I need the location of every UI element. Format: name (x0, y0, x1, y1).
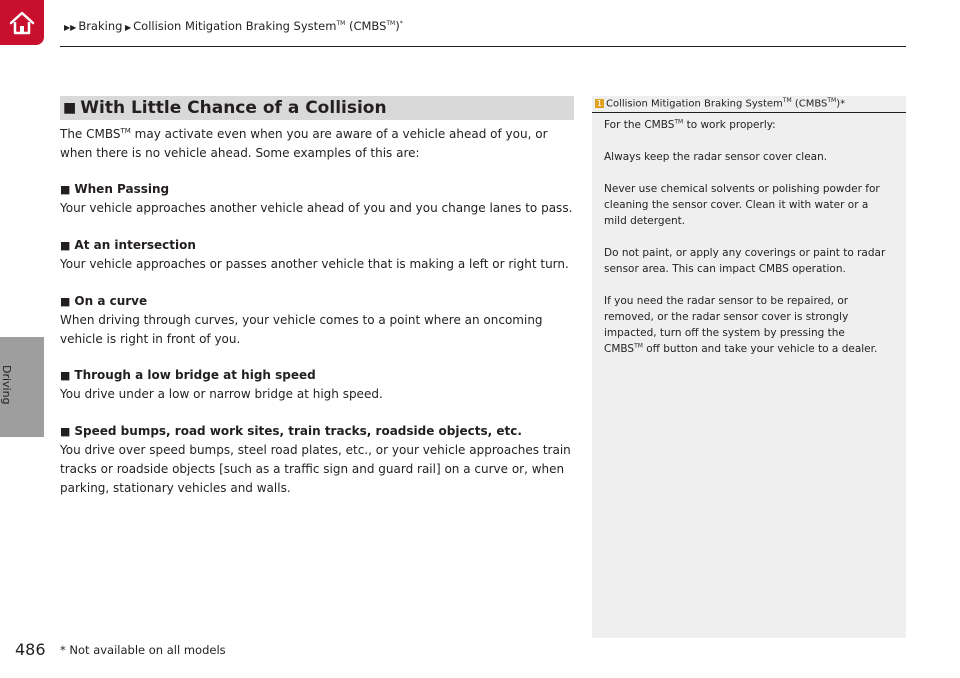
square-bullet-icon: ■ (60, 295, 71, 308)
sidebar-note-2: Always keep the radar sensor cover clean. (604, 151, 828, 163)
breadcrumb-arrow-icon: ▶▶ (64, 23, 77, 32)
example-when-passing: ■ When Passing Your vehicle approaches another vehicle ahead of you and you change lanes to pass. (60, 182, 573, 215)
home-icon (8, 10, 36, 36)
square-bullet-icon: ■ (60, 183, 71, 196)
intro-paragraph: The CMBS™ may activate even when you are aware of a vehicle ahead of you, or when there is no vehicle ahead. Some examples of this are: (60, 127, 548, 160)
sidebar-note-5: If you need the radar sensor to be repaired, or removed, or the radar sensor cover is strongly impacted, turn off the system by pressing the CMBS™ off button and take your vehicle to a dealer. (604, 295, 878, 355)
example-speed-bumps: ■ Speed bumps, road work sites, train tracks, roadside objects, etc. You drive over speed bumps, steel road plates, etc., or your vehicle approaches train tracks or roadside objects [such as a traffic sign and guard rail] on a curve or, when parking, stationary vehicles and walls. (60, 424, 571, 495)
example-intersection: ■ At an intersection Your vehicle approaches or passes another vehicle that is making a left or right turn. (60, 238, 569, 271)
sidebar-note-3: Never use chemical solvents or polishing powder for cleaning the sensor cover. Clean it with water or a mild detergent. (604, 183, 880, 227)
square-bullet-icon: ■ (60, 425, 71, 438)
page-number: 486 (15, 640, 46, 659)
square-bullet-icon: ■ (63, 100, 77, 116)
square-bullet-icon: ■ (60, 369, 71, 382)
breadcrumb (64, 19, 403, 33)
sidebar-panel (592, 96, 906, 638)
example-low-bridge: ■ Through a low bridge at high speed You drive under a low or narrow bridge at high speed. (60, 368, 383, 401)
square-bullet-icon: ■ (60, 239, 71, 252)
footnote: * Not available on all models (60, 643, 226, 657)
breadcrumb-braking[interactable]: Braking (78, 19, 123, 33)
breadcrumb-cmbs[interactable]: Collision Mitigation Braking System™ (CMBS™)* (133, 19, 403, 33)
breadcrumb-arrow-icon: ▶ (122, 23, 132, 32)
side-tab-label: Driving (0, 365, 13, 405)
sidebar-title: 1 Collision Mitigation Braking System™ (CMBS™)* (592, 97, 906, 113)
sidebar-note-1: For the CMBS™ to work properly: (604, 118, 776, 131)
note-marker-icon: 1 (596, 99, 603, 109)
section-title: ■ With Little Chance of a Collision (60, 96, 574, 120)
header-divider (60, 46, 906, 47)
home-button[interactable] (0, 0, 44, 45)
sidebar-note-4: Do not paint, or apply any coverings or paint to radar sensor area. This can impact CMBS operation. (604, 247, 886, 275)
example-curve: ■ On a curve When driving through curves, your vehicle comes to a point where an oncoming vehicle is right in front of you. (60, 294, 543, 346)
